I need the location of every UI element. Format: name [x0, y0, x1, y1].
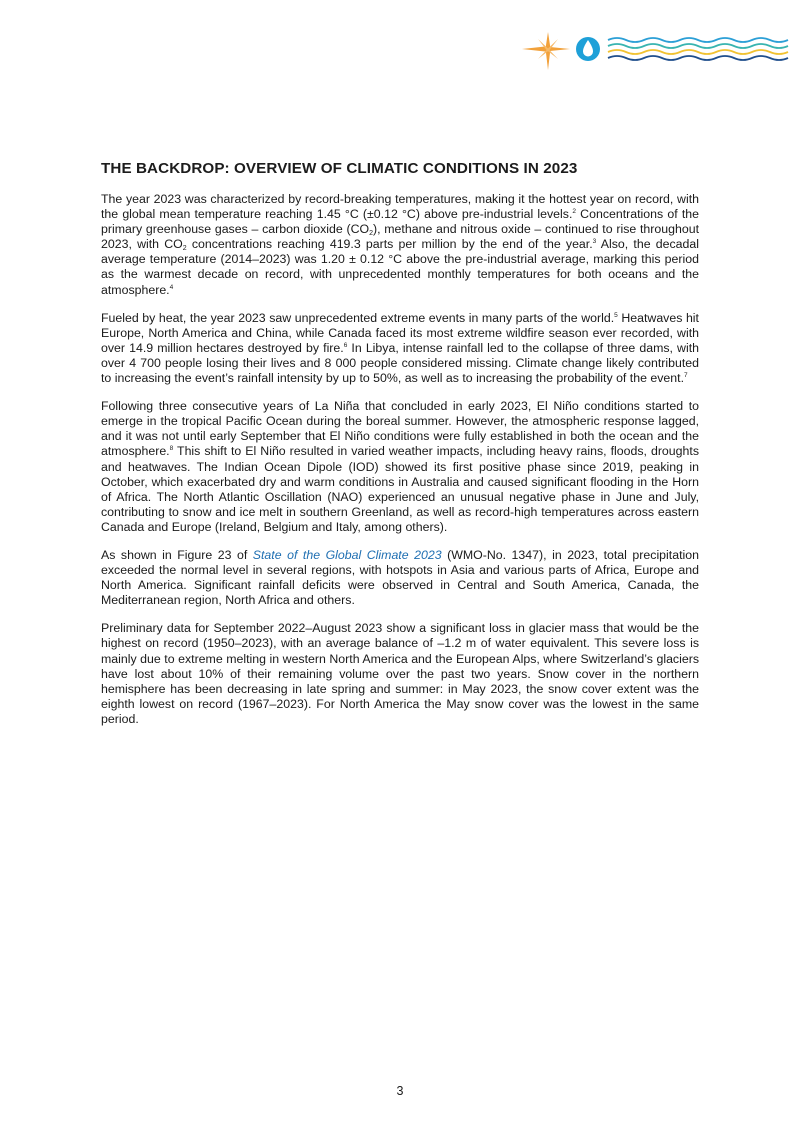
p3-text-b: This shift to El Niño resulted in varied weather impacts, including heavy rains, floods, droughts and heatwaves. The Indian Ocean Dipole (IOD) showed its first positive phase since 2019, peaking in October, which exacerbated dry and warm conditions in Australia and caused significant flooding in the Horn of Africa. The North Atlantic Oscillation (NAO) experienced an unusual negative phase in June and July, contributing to snow and ice melt in southern Greenland, as well as record-high temperatures across eastern Canada and Europe (Ireland, Belgium and Italy, among others). [101, 444, 699, 534]
compass-star-icon [522, 32, 570, 70]
paragraph-3 [101, 399, 699, 535]
co2-subscript: 2 [182, 245, 187, 253]
footnote-ref-5[interactable]: 5 [614, 311, 618, 319]
p1-text-c: ), methane and nitrous oxide – continued to rise throughout 2023, with CO [101, 222, 699, 252]
water-droplet-icon [576, 37, 600, 61]
footnote-ref-3[interactable]: 3 [592, 238, 597, 246]
footnote-ref-6[interactable]: 6 [343, 341, 348, 349]
footnote-ref-8[interactable]: 8 [169, 445, 174, 453]
p2-text-c: In Libya, intense rainfall led to the collapse of three dams, with over 4 700 people losing their lives and 8 000 people considered missing. Climate change likely contributed to increasing the event’s rainfall intensity by up to 50%, as well as to increasing the probability of the event. [101, 340, 700, 386]
paragraph-4 [101, 548, 699, 608]
footnote-ref-2[interactable]: 2 [572, 208, 577, 216]
waves-icon [608, 38, 788, 60]
p2-text-a: Fueled by heat, the year 2023 saw unprecedented extreme events in many parts of the world. [101, 310, 615, 325]
co2-subscript: 2 [369, 230, 373, 238]
paragraph-5: Preliminary data for September 2022–August 2023 show a significant loss in glacier mass that would be the highest on record (1950–2023), with an average balance of –1.2 m of water equivalent. This severe loss is mainly due to extreme melting in western North America and the European Alps, where Switzerland’s glaciers have lost about 10% of their remaining volume over the past two years. Snow cover in the northern hemisphere has been decreasing in late spring and summer: in May 2023, the snow cover extent was the eighth lowest on record (1967–2023). For North America the May snow cover was the lowest in the same period. [101, 621, 699, 726]
page-number: 3 [396, 1084, 404, 1098]
p4-text-a: As shown in Figure 23 of [101, 547, 253, 562]
p4-text-b: (WMO-No. 1347), in 2023, total precipitation exceeded the normal level in several regions, with hotspots in Asia and various parts of Africa, Europe and North America. Significant rainfall deficits were observed in Central and South America, Canada, the Mediterranean region, North Africa and others. [101, 547, 699, 608]
report-title-link[interactable]: State of the Global Climate 2023 [252, 547, 442, 562]
paragraph-2 [101, 311, 699, 386]
p1-text-e: Also, the decadal average temperature (2014–2023) was 1.20 ± 0.12 °C above the pre-industrial average, marking this period as the warmest decade on record, with unprecedented monthly temperatures for both oceans and the atmosphere. [101, 237, 699, 297]
header-ornament-graphic [520, 30, 800, 72]
p1-text-d: concentrations reaching 419.3 parts per million by the end of the year. [186, 237, 593, 252]
p1-text-a: The year 2023 was characterized by record-breaking temperatures, making it the hottest year on record, with the global mean temperature reaching 1.45 °C (±0.12 °C) above pre-industrial levels. [101, 192, 699, 222]
footnote-ref-4[interactable]: 4 [169, 283, 174, 291]
main-content [101, 160, 699, 740]
p2-text-b: Heatwaves hit Europe, North America and China, while Canada faced its most extreme wildfire season ever recorded, with over 14.9 million hectares destroyed by fire. [101, 310, 699, 355]
p1-text-b: Concentrations of the primary greenhouse gases – carbon dioxide (CO [101, 207, 699, 237]
header-ornament [520, 30, 800, 72]
section-title: THE BACKDROP: OVERVIEW OF CLIMATIC CONDITIONS IN 2023 [101, 160, 578, 177]
paragraph-1 [101, 192, 699, 298]
footnote-ref-7[interactable]: 7 [684, 372, 688, 380]
p3-text-a: Following three consecutive years of La Niña that concluded in early 2023, El Niño conditions started to emerge in the tropical Pacific Ocean during the boreal summer. However, the atmospheric response lagged, and it was not until early September that El Niño conditions were fully established in both the ocean and the atmosphere. [101, 399, 699, 459]
